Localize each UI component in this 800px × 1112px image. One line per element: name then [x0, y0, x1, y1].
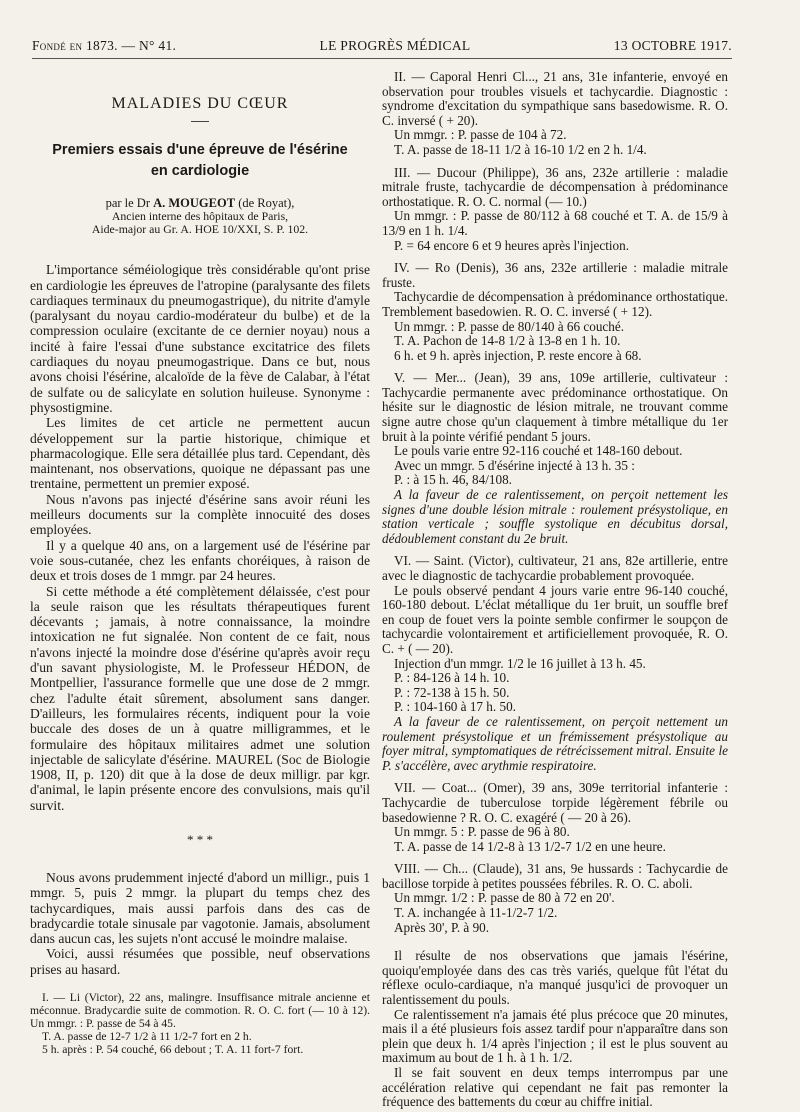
observation-line: Avec un mmgr. 5 d'ésérine injecté à 13 h. 35 : [394, 457, 635, 473]
paragraph: Nous avons prudemment injecté d'abord un milligr., puis 1 mmgr. 5, puis 2 mmgr. la plupart du temps chez des tachycardiques, mais aussi parfois dans des cas de bradycardie totale sinusale par vagotonie. Jamais, absolument dans aucun cas, les sujets n'ont accusé le moindre malaise. [30, 869, 370, 947]
asterism-divider: * * * [187, 831, 213, 847]
observation-italic-note: A la faveur de ce ralentissement, on perçoit nettement les signes d'une double lésion mitrale : roulement présystolique, en station verticale ; souffle systolique en décubitus dorsal, dédoublement constant du 2e bruit. [382, 487, 728, 546]
observation-line: T. A. passe de 12-7 1/2 à 11 1/2-7 fort en 2 h. [42, 1030, 252, 1044]
observation-text: VI. — Saint. (Victor), cultivateur, 21 ans, 82e artillerie, entre avec le diagnostic de tachycardie probablement provoquée. [382, 553, 728, 583]
observation-line: T. A. inchangée à 11-1/2-7 1/2. [394, 905, 558, 921]
observation-line: P. = 64 encore 6 et 9 heures après l'injection. [394, 237, 630, 253]
observation-italic-note: A la faveur de ce ralentissement, on perçoit nettement un roulement présystolique et un frémissement présystolique au foyer mitral, symptomatiques de rétrécissement mitral. Ensuite le P. s'accélère, avec arythmie respiratoire. [382, 713, 728, 773]
right-column [382, 69, 728, 1110]
header-journal-name: LE PROGRÈS MÉDICAL [319, 38, 471, 53]
observation-line: Un mmgr. : P. passe de 80/112 à 68 couché et T. A. de 15/9 à 13/9 en 1 h. 1/4. [382, 208, 728, 238]
article-title-line2: en cardiologie [150, 163, 250, 180]
observation-line: T. A. passe de 18-11 1/2 à 16-10 1/2 en 2 h. 1/4. [394, 141, 647, 157]
observation-1 [30, 991, 370, 1056]
article-title-line1: Premiers essais d'une épreuve de l'ésérine [52, 142, 348, 159]
paragraph: L'importance séméiologique très considérable qu'ont prise en cardiologie les épreuves de l'atropine (paralysante des filets cardiaques terminaux du pneumogastrique), du nitrite d'amyle (paralysant du noyau cardio-modérateur du bulbe) et de la compression oculaire (excitante de ce dernier noyau) nous a incité à faire l'essai d'une substance excitatrice des filets cardiaques du noyau pneumogastrique. Dans ce but, nous avons choisi l'ésérine, alcaloïde de la fève de Calabar, à l'état de sulfate ou de salicylate en solution huileuse. Synonyme : physostigmine. [30, 262, 370, 415]
affiliation-line1: Ancien interne des hôpitaux de Paris, [111, 209, 289, 224]
observation-text: IV. — Ro (Denis), 36 ans, 232e artillerie : maladie mitrale fruste. [382, 260, 728, 290]
paragraph: Nous n'avons pas injecté d'ésérine sans avoir réuni les meilleurs documents sur la complète innocuité des doses employées. [30, 491, 370, 538]
header-founded: Fondé en 1873. — N° 41. [32, 38, 177, 53]
observation-3 [382, 166, 728, 254]
observation-2 [382, 70, 728, 158]
observation-line: Le pouls observé pendant 4 jours varie entre 96-140 couché, 160-180 debout. L'éclat métallique du 1er bruit, un souffle bref en coup de fouet vers la pointe semble confirmer le soupçon de tachycardie volontairement et artificiellement provoquée, R. O. C. + ( — 20). [382, 582, 728, 656]
observation-5 [382, 371, 728, 546]
observation-line: P. : 84-126 à 14 h. 10. [394, 670, 510, 686]
author-name: A. MOUGEOT [153, 196, 236, 211]
observation-line: Le pouls varie entre 92-116 couché et 148-160 debout. [394, 443, 683, 459]
observation-4 [382, 261, 728, 363]
observation-line: Un mmgr. : P. passe de 80/140 à 66 couché. [394, 318, 625, 334]
observation-line: T. A. passe de 14 1/2-8 à 13 1/2-7 1/2 en une heure. [394, 838, 666, 854]
affiliation [30, 210, 370, 236]
paragraph: Si cette méthode a été complètement délaissée, c'est pour la seule raison que les résultats thérapeutiques furent décevants ; jamais, à notre connaissance, la moindre intoxication ne fut signalée. Non content de ce fait, nous n'avons injecté la moindre dose d'ésérine qu'après avoir reçu d'un savant physiologiste, M. le Professeur HÉDON, de Montpellier, l'assurance formelle que une dose de 2 mmgr. chez l'adulte était sûrement, absolument sans danger. D'ailleurs, les formulaires récents, indiquent pour la voie buccale des doses de un à quatre milligrammes, et le formulaire des hôpitaux militaires admet une solution injectable de salicylate d'ésérine. MAUREL (Soc de Biologie 1908, II, p. 120) dit que à la dose de deux milligr. par kgr. d'animal, le lapin présente encore des convulsions, mais qu'il survit. [30, 583, 370, 813]
paragraph: Il résulte de nos observations que jamais l'ésérine, quoiqu'employée dans des cas très variés, quelque fût l'état du réflexe oculo-cardiaque, n'a manqué jusqu'ici de provoquer un ralentissement du pouls. [382, 948, 728, 1008]
paragraph: Les limites de cet article ne permettent aucun développement sur la partie historique, chimique et pharmacologique. Elle sera détaillée plus tard. Cependant, dès maintenant, nos observations, quoique ne dépassant pas une trentaine, permettent un premier exposé. [30, 415, 370, 492]
observation-line: Injection d'un mmgr. 1/2 le 16 juillet à 13 h. 45. [394, 655, 646, 671]
byline-suffix: (de Royat), [238, 196, 295, 211]
observation-line: 5 h. après : P. 54 couché, 66 debout ; T. A. 11 fort-7 fort. [42, 1043, 304, 1057]
observation-line: 6 h. et 9 h. après injection, P. reste encore à 68. [394, 347, 642, 363]
observation-text: I. — Li (Victor), 22 ans, malingre. Insuffisance mitrale ancienne et méconnue. Bradycardie suite de commotion. R. O. C. fort (— 10 à 12). Un mmgr. : P. passe de 54 à 45. [30, 991, 370, 1031]
observation-6 [382, 554, 728, 773]
title-divider [191, 121, 209, 122]
byline [30, 196, 370, 210]
observation-7 [382, 781, 728, 854]
header-rule [32, 58, 732, 59]
byline-prefix: par le Dr [105, 196, 150, 211]
observation-line: T. A. Pachon de 14-8 1/2 à 13-8 en 1 h. 10. [394, 333, 621, 349]
section-title: MALADIES DU CŒUR [111, 95, 289, 112]
observation-line: P. : 104-160 à 17 h. 50. [394, 699, 516, 715]
observation-line: Tachycardie de décompensation à prédominance orthostatique. Tremblement basedowien. R. O. C. inversé ( + 12). [382, 289, 728, 319]
affiliation-line2: Aide-major au Gr. A. HOE 10/XXI, S. P. 102. [91, 222, 309, 237]
paragraph: Voici, aussi résumées que possible, neuf observations prises au hasard. [30, 946, 370, 977]
observation-text: VII. — Coat... (Omer), 39 ans, 309e territorial infanterie : Tachycardie de tuberculose torpide légèrement fébrile ou basedowienne ? R. O. C. exagéré ( — 20 à 26). [382, 780, 728, 825]
observation-line: Après 30', P. à 90. [394, 919, 490, 935]
header-date: 13 OCTOBRE 1917. [613, 38, 732, 53]
observation-line: Un mmgr. 5 : P. passe de 96 à 80. [394, 824, 570, 840]
running-header [32, 38, 732, 54]
observation-line: P. : 72-138 à 15 h. 50. [394, 684, 510, 700]
article-title [30, 140, 370, 182]
paragraph: Il se fait souvent en deux temps interrompus par une accélération relative qui cependant ne fait pas remonter la fréquence des battements du cœur au chiffre initial. [382, 1065, 728, 1110]
observation-8 [382, 862, 728, 935]
paragraph: Il y a quelque 40 ans, on a largement usé de l'ésérine par voie sous-cutanée, chez les enfants choréiques, à raison de deux et trois doses de 1 mmgr. par 24 heures. [30, 537, 370, 584]
observation-text: VIII. — Ch... (Claude), 31 ans, 9e hussards : Tachycardie de bacillose torpide à petites poussées fébriles. R. O. C. aboli. [382, 861, 728, 891]
observation-line: Un mmgr. 1/2 : P. passe de 80 à 72 en 20'. [394, 890, 615, 906]
paragraph: Ce ralentissement n'a jamais été plus précoce que 20 minutes, mais il a été plusieurs fois assez tardif pour n'apparaître dans son plein que deux h. 1/4 après l'injection ; il est le plus souvent au maximum au bout de 1 h. à 1 h. 1/2. [382, 1006, 728, 1066]
observation-text: II. — Caporal Henri Cl..., 21 ans, 31e infanterie, envoyé en observation pour troubles visuels et tachycardie. Diagnostic : syndrome d'excitation du sympathique sans basedowisme. R. O. C. inversé ( + 20). [382, 69, 728, 128]
left-column [30, 70, 370, 1100]
observation-text: V. — Mer... (Jean), 39 ans, 109e artillerie, cultivateur : Tachycardie permanente avec prédominance orthostatique. On hésite sur le diagnostic de lésion mitrale, ne trouvant comme signe autre chose qu'un claquement à timbre métallique du 1er bruit à la pointe vérifié pendant 5 jours. [382, 370, 728, 444]
observation-line: P. : à 15 h. 46, 84/108. [394, 472, 512, 488]
observation-line: Un mmgr. : P. passe de 104 à 72. [394, 127, 567, 143]
observation-text: III. — Ducour (Philippe), 36 ans, 232e artillerie : maladie mitrale fruste, tachycardie de décompensation à prédominance orthostatique. R. O. C. normal (— 10.) [382, 164, 728, 209]
